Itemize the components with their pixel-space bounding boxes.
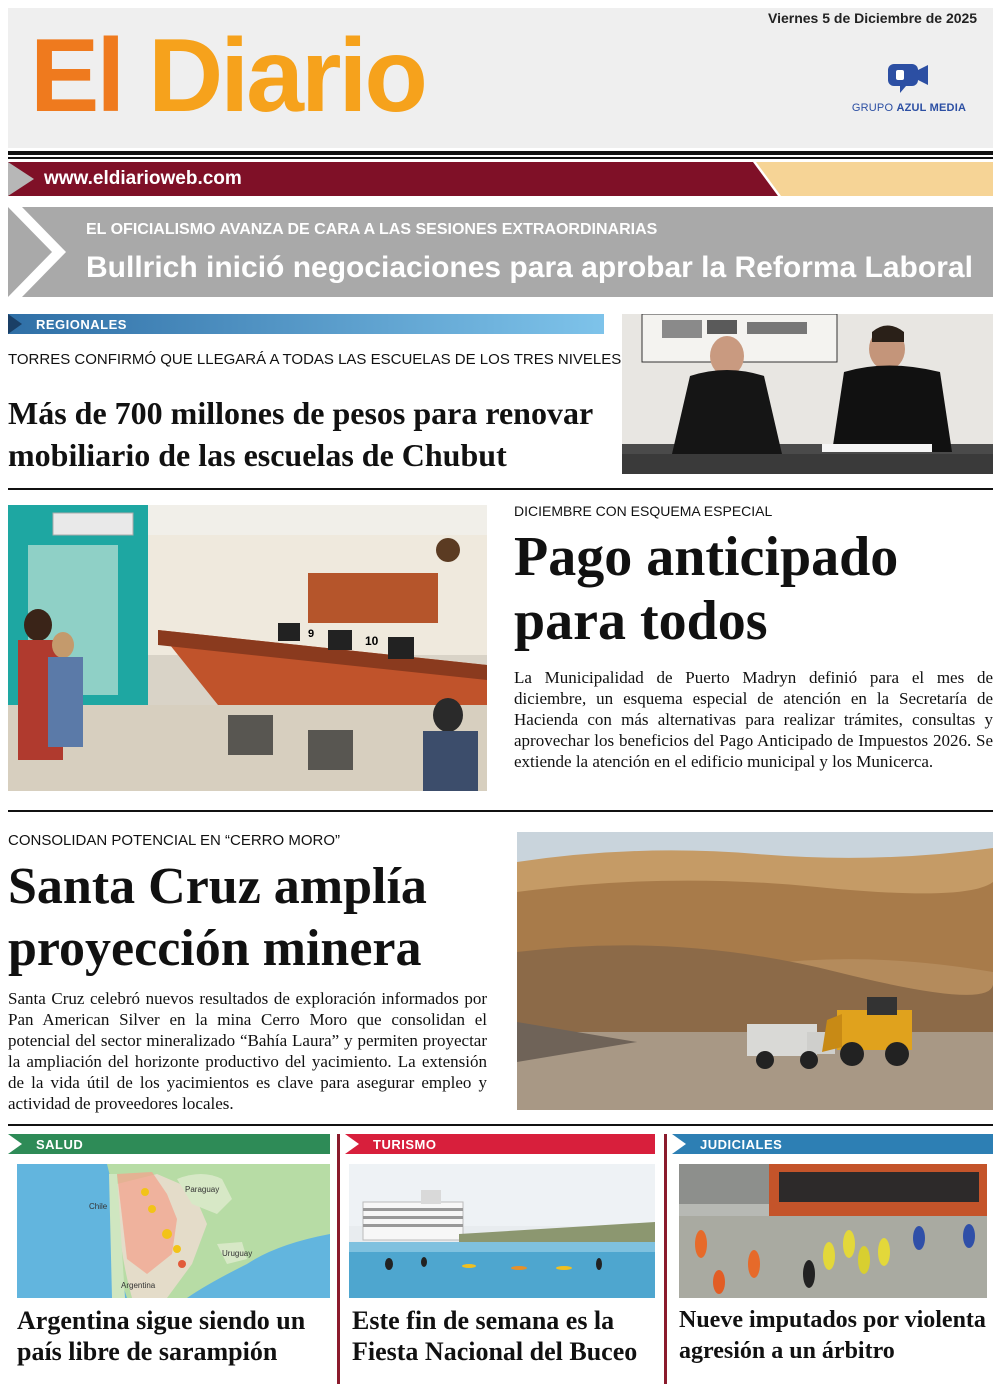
salud-headline[interactable]: Argentina sigue siendo un país libre de sarampión bbox=[17, 1306, 306, 1366]
section-marker-icon bbox=[8, 1134, 28, 1154]
section-label: REGIONALES bbox=[36, 317, 127, 332]
column-divider bbox=[664, 1134, 667, 1384]
section-marker-icon bbox=[672, 1134, 692, 1154]
svg-text:Argentina: Argentina bbox=[121, 1281, 156, 1290]
section-bar-regionales bbox=[8, 314, 604, 334]
site-url-link[interactable]: www.eldiarioweb.com bbox=[44, 168, 242, 189]
divider-rule bbox=[8, 810, 993, 812]
divider-rule bbox=[8, 1124, 993, 1126]
svg-text:Chile: Chile bbox=[89, 1202, 108, 1211]
group-azul-media-logo[interactable] bbox=[849, 60, 969, 114]
mineria-body: Santa Cruz celebró nuevos resultados de exploración informados por Pan American Silver en la mina Cerro Moro que consolidan el potencial del sector mineralizado “Bahía Laura” y permiten proyectar la ampliación del horizonte productivo del yacimiento. La extensión de la vida útil de los yacimientos es clave para asegurar empleo y actividad de proveedores locales. bbox=[8, 989, 487, 1113]
pago-headline[interactable]: Pago anticipado para todos bbox=[514, 526, 899, 652]
photo-soccer-aggression bbox=[679, 1164, 987, 1298]
section-label: TURISMO bbox=[373, 1137, 437, 1152]
url-date-bar bbox=[8, 162, 993, 196]
date-band bbox=[756, 162, 993, 196]
section-bar-salud bbox=[8, 1134, 330, 1154]
mineria-kicker: CONSOLIDAN POTENCIAL EN “CERRO MORO” bbox=[8, 832, 340, 849]
group-label: GRUPO AZUL MEDIA bbox=[851, 102, 967, 114]
chevron-right-icon bbox=[8, 207, 68, 297]
section-marker-icon bbox=[8, 314, 28, 334]
svg-text:Uruguay: Uruguay bbox=[222, 1249, 253, 1258]
judiciales-headline[interactable]: Nueve imputados por violenta agresión a un árbitro bbox=[679, 1307, 986, 1364]
lead-headline[interactable]: Bullrich inició negociaciones para aprobar la Reforma Laboral bbox=[86, 251, 973, 284]
section-label: SALUD bbox=[36, 1137, 84, 1152]
photo-mine bbox=[517, 832, 993, 1110]
section-marker-icon bbox=[345, 1134, 365, 1154]
issue-date: Viernes 5 de Diciembre de 2025 bbox=[768, 10, 978, 26]
regionales-headline[interactable]: Más de 700 millones de pesos para renovar mobiliario de las escuelas de Chubut bbox=[8, 395, 594, 473]
photo-meeting bbox=[622, 314, 993, 474]
section-bar-judiciales bbox=[672, 1134, 993, 1154]
section-bar-turismo bbox=[345, 1134, 655, 1154]
logo-text-el: El bbox=[30, 18, 149, 134]
divider-rule bbox=[8, 488, 993, 490]
photo-measles-map bbox=[17, 1164, 330, 1298]
pago-kicker: DICIEMBRE CON ESQUEMA ESPECIAL bbox=[514, 503, 773, 519]
divider-rule bbox=[8, 151, 993, 155]
regionales-kicker: TORRES CONFIRMÓ QUE LLEGARÁ A TODAS LAS ESCUELAS DE LOS TRES NIVELES bbox=[8, 351, 622, 368]
photo-municipal-office bbox=[8, 505, 487, 791]
logo-text-diario: Diario bbox=[148, 18, 425, 134]
lead-kicker: EL OFICIALISMO AVANZA DE CARA A LAS SESIONES EXTRAORDINARIAS bbox=[86, 221, 658, 238]
pago-body: La Municipalidad de Puerto Madryn definió para el mes de diciembre, un esquema especial de atención en la Secretaría de Hacienda con más alternativas para realizar trámites, consultas y aprovechar los beneficios del Pago Anticipado de Impuestos 2026. Se extiende la atención en el edificio municipal y los Municerca. bbox=[514, 668, 993, 771]
svg-text:10: 10 bbox=[365, 634, 379, 648]
mineria-headline[interactable]: Santa Cruz amplía proyección minera bbox=[8, 858, 427, 977]
section-label: JUDICIALES bbox=[700, 1137, 783, 1152]
svg-text:9: 9 bbox=[308, 628, 315, 640]
photo-beach bbox=[349, 1164, 655, 1298]
masthead bbox=[8, 8, 993, 148]
divider-rule bbox=[8, 157, 993, 159]
camera-icon bbox=[886, 60, 932, 96]
column-divider bbox=[337, 1134, 340, 1384]
lead-banner[interactable] bbox=[8, 207, 993, 297]
svg-text:Paraguay: Paraguay bbox=[185, 1185, 220, 1194]
site-logo[interactable] bbox=[30, 18, 425, 134]
turismo-headline[interactable]: Este fin de semana es la Fiesta Nacional del Buceo bbox=[352, 1306, 638, 1366]
